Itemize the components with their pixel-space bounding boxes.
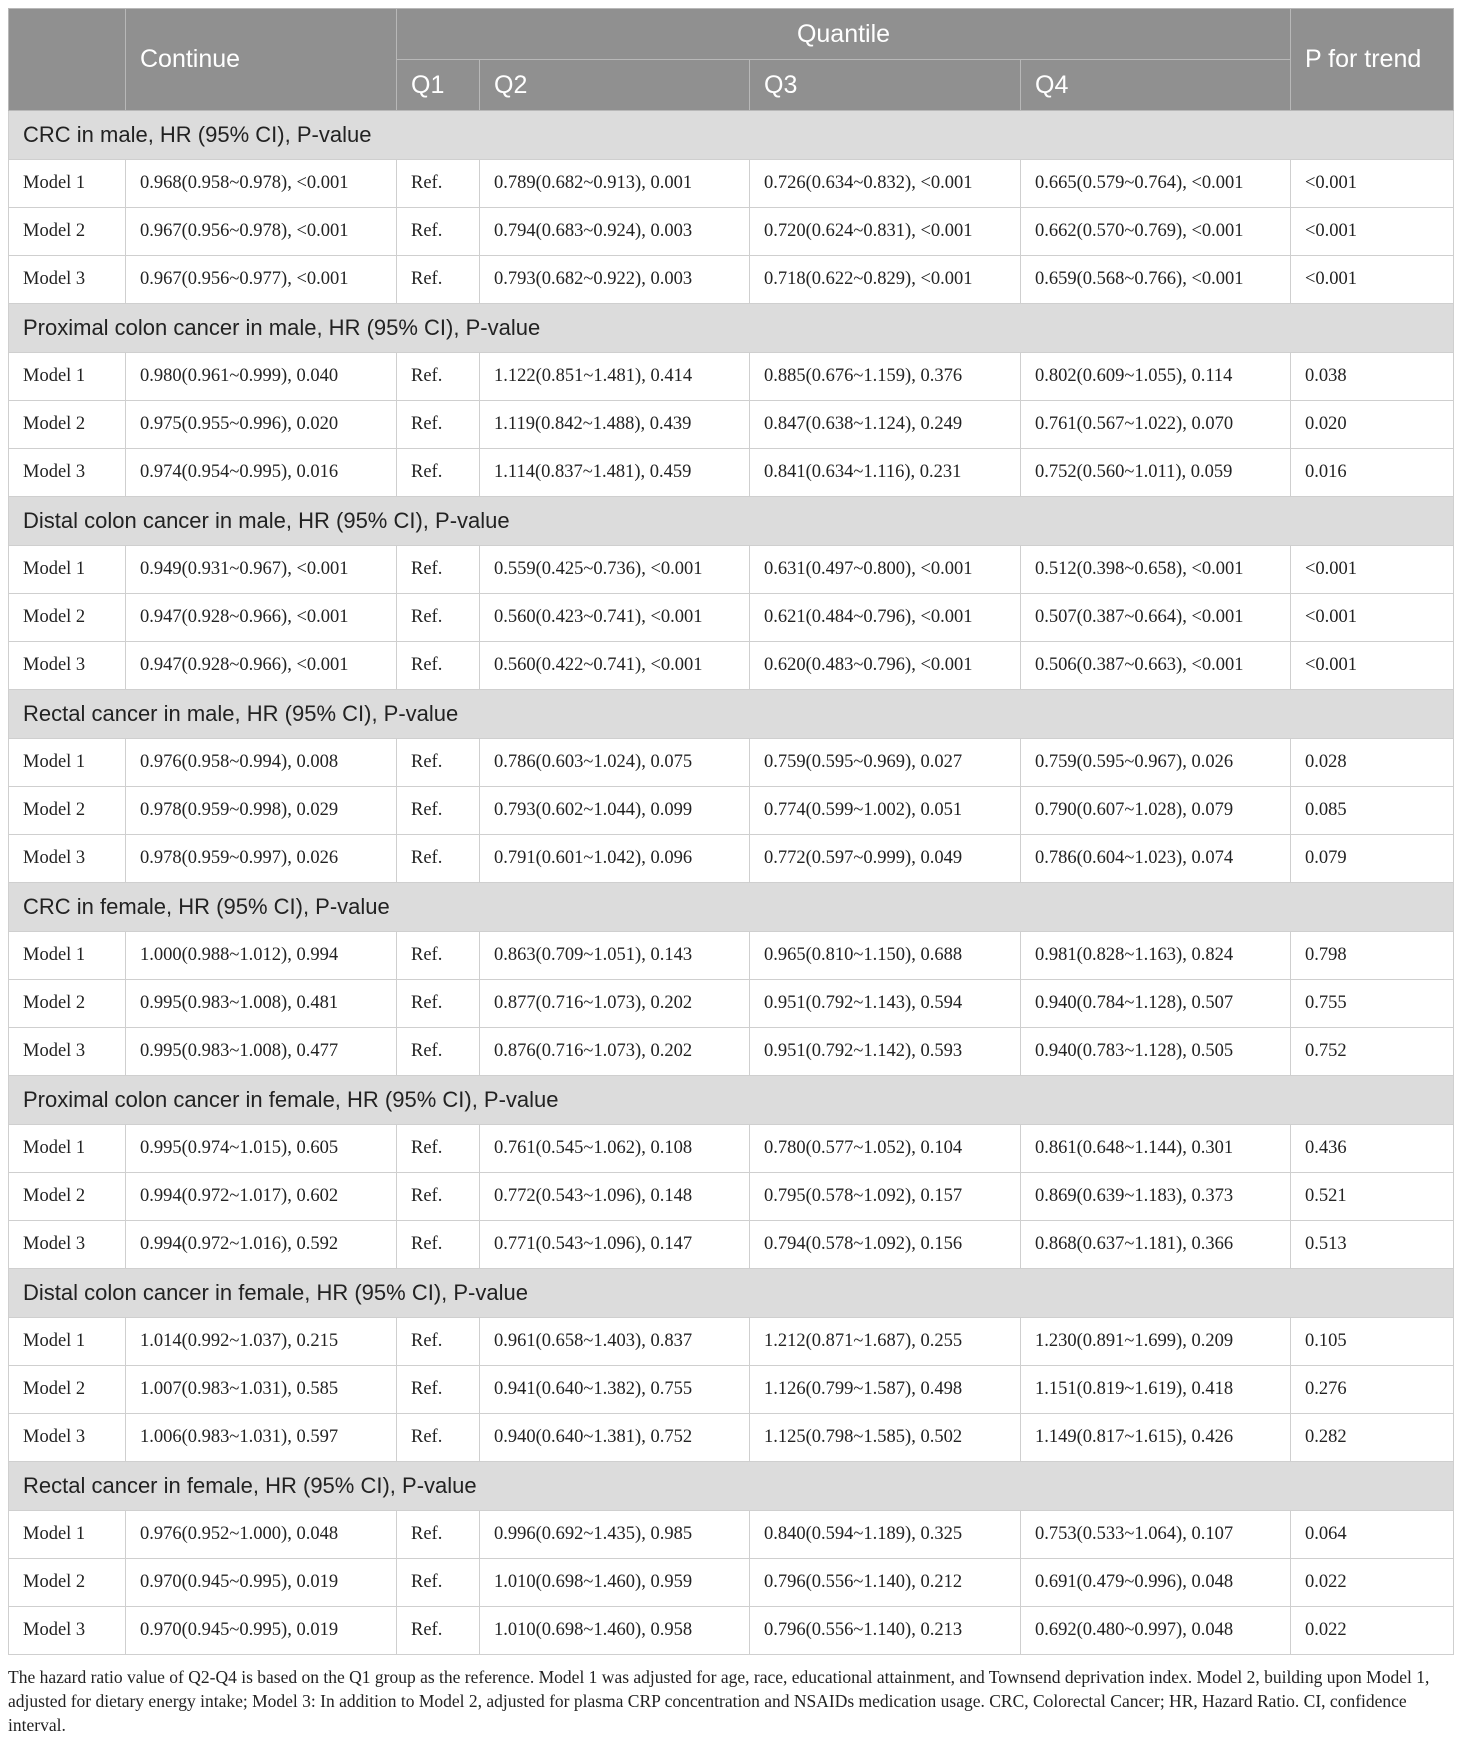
model-label-cell: Model 3 (9, 256, 126, 304)
q2-cell: 0.786(0.603~1.024), 0.075 (480, 739, 750, 787)
q4-cell: 0.507(0.387~0.664), <0.001 (1021, 594, 1291, 642)
table-row (9, 1173, 1454, 1221)
table-row (9, 401, 1454, 449)
q1-cell: Ref. (397, 1125, 480, 1173)
p-for-trend-cell: 0.276 (1291, 1366, 1454, 1414)
q2-cell: 1.122(0.851~1.481), 0.414 (480, 353, 750, 401)
continue-cell: 0.976(0.952~1.000), 0.048 (126, 1511, 397, 1559)
model-label-cell: Model 1 (9, 932, 126, 980)
p-for-trend-cell: <0.001 (1291, 546, 1454, 594)
q4-cell: 0.790(0.607~1.028), 0.079 (1021, 787, 1291, 835)
model-label-cell: Model 1 (9, 160, 126, 208)
model-label-cell: Model 3 (9, 835, 126, 883)
q3-cell: 0.796(0.556~1.140), 0.212 (750, 1559, 1021, 1607)
q4-cell: 1.230(0.891~1.699), 0.209 (1021, 1318, 1291, 1366)
header-blank (9, 9, 126, 111)
q1-cell: Ref. (397, 1607, 480, 1655)
model-label-cell: Model 3 (9, 1414, 126, 1462)
model-label-cell: Model 1 (9, 1318, 126, 1366)
q2-cell: 0.941(0.640~1.382), 0.755 (480, 1366, 750, 1414)
q1-cell: Ref. (397, 1414, 480, 1462)
model-label-cell: Model 2 (9, 208, 126, 256)
table-row (9, 1125, 1454, 1173)
q3-cell: 0.759(0.595~0.969), 0.027 (750, 739, 1021, 787)
p-for-trend-cell: 0.513 (1291, 1221, 1454, 1269)
table-row (9, 787, 1454, 835)
model-label-cell: Model 2 (9, 980, 126, 1028)
q2-cell: 0.877(0.716~1.073), 0.202 (480, 980, 750, 1028)
q2-cell: 0.793(0.682~0.922), 0.003 (480, 256, 750, 304)
q4-cell: 0.506(0.387~0.663), <0.001 (1021, 642, 1291, 690)
q1-cell: Ref. (397, 980, 480, 1028)
q3-cell: 0.620(0.483~0.796), <0.001 (750, 642, 1021, 690)
q3-cell: 0.794(0.578~1.092), 0.156 (750, 1221, 1021, 1269)
p-for-trend-cell: 0.755 (1291, 980, 1454, 1028)
q1-cell: Ref. (397, 401, 480, 449)
q3-cell: 1.125(0.798~1.585), 0.502 (750, 1414, 1021, 1462)
section-header-row (9, 1462, 1454, 1511)
q1-cell: Ref. (397, 546, 480, 594)
q2-cell: 0.876(0.716~1.073), 0.202 (480, 1028, 750, 1076)
q1-cell: Ref. (397, 353, 480, 401)
q4-cell: 0.861(0.648~1.144), 0.301 (1021, 1125, 1291, 1173)
q1-cell: Ref. (397, 1221, 480, 1269)
model-label-cell: Model 2 (9, 594, 126, 642)
header-q1: Q1 (397, 60, 480, 111)
q2-cell: 0.560(0.423~0.741), <0.001 (480, 594, 750, 642)
q2-cell: 0.560(0.422~0.741), <0.001 (480, 642, 750, 690)
q3-cell: 0.726(0.634~0.832), <0.001 (750, 160, 1021, 208)
model-label-cell: Model 2 (9, 1366, 126, 1414)
section-title: Rectal cancer in female, HR (95% CI), P-value (9, 1462, 1454, 1511)
q2-cell: 0.789(0.682~0.913), 0.001 (480, 160, 750, 208)
q1-cell: Ref. (397, 835, 480, 883)
q3-cell: 0.847(0.638~1.124), 0.249 (750, 401, 1021, 449)
q3-cell: 0.885(0.676~1.159), 0.376 (750, 353, 1021, 401)
continue-cell: 0.994(0.972~1.016), 0.592 (126, 1221, 397, 1269)
p-for-trend-cell: <0.001 (1291, 208, 1454, 256)
q4-cell: 1.151(0.819~1.619), 0.418 (1021, 1366, 1291, 1414)
p-for-trend-cell: <0.001 (1291, 160, 1454, 208)
table-row (9, 256, 1454, 304)
p-for-trend-cell: <0.001 (1291, 642, 1454, 690)
q2-cell: 1.010(0.698~1.460), 0.958 (480, 1607, 750, 1655)
q1-cell: Ref. (397, 1511, 480, 1559)
q2-cell: 0.940(0.640~1.381), 0.752 (480, 1414, 750, 1462)
table-row (9, 160, 1454, 208)
header-quantile: Quantile (397, 9, 1291, 60)
table-header (9, 9, 1454, 111)
q3-cell: 1.126(0.799~1.587), 0.498 (750, 1366, 1021, 1414)
p-for-trend-cell: 0.079 (1291, 835, 1454, 883)
continue-cell: 0.947(0.928~0.966), <0.001 (126, 594, 397, 642)
table-row (9, 208, 1454, 256)
q2-cell: 0.559(0.425~0.736), <0.001 (480, 546, 750, 594)
p-for-trend-cell: 0.022 (1291, 1607, 1454, 1655)
continue-cell: 0.995(0.983~1.008), 0.481 (126, 980, 397, 1028)
p-for-trend-cell: 0.798 (1291, 932, 1454, 980)
p-for-trend-cell: 0.016 (1291, 449, 1454, 497)
section-header-row (9, 690, 1454, 739)
table-row (9, 739, 1454, 787)
header-q4: Q4 (1021, 60, 1291, 111)
hazard-ratio-table (8, 8, 1454, 1655)
q1-cell: Ref. (397, 1173, 480, 1221)
p-for-trend-cell: 0.038 (1291, 353, 1454, 401)
model-label-cell: Model 2 (9, 1559, 126, 1607)
q1-cell: Ref. (397, 1366, 480, 1414)
table-row (9, 642, 1454, 690)
continue-cell: 0.978(0.959~0.997), 0.026 (126, 835, 397, 883)
q3-cell: 0.841(0.634~1.116), 0.231 (750, 449, 1021, 497)
q3-cell: 0.840(0.594~1.189), 0.325 (750, 1511, 1021, 1559)
model-label-cell: Model 3 (9, 1221, 126, 1269)
section-header-row (9, 1076, 1454, 1125)
q3-cell: 0.780(0.577~1.052), 0.104 (750, 1125, 1021, 1173)
continue-cell: 0.994(0.972~1.017), 0.602 (126, 1173, 397, 1221)
section-title: CRC in female, HR (95% CI), P-value (9, 883, 1454, 932)
continue-cell: 1.000(0.988~1.012), 0.994 (126, 932, 397, 980)
q1-cell: Ref. (397, 739, 480, 787)
model-label-cell: Model 1 (9, 353, 126, 401)
section-header-row (9, 1269, 1454, 1318)
model-label-cell: Model 1 (9, 1511, 126, 1559)
q4-cell: 0.512(0.398~0.658), <0.001 (1021, 546, 1291, 594)
continue-cell: 0.967(0.956~0.978), <0.001 (126, 208, 397, 256)
model-label-cell: Model 2 (9, 1173, 126, 1221)
continue-cell: 0.995(0.983~1.008), 0.477 (126, 1028, 397, 1076)
p-for-trend-cell: 0.521 (1291, 1173, 1454, 1221)
q1-cell: Ref. (397, 208, 480, 256)
q2-cell: 0.961(0.658~1.403), 0.837 (480, 1318, 750, 1366)
p-for-trend-cell: 0.020 (1291, 401, 1454, 449)
table-row (9, 835, 1454, 883)
model-label-cell: Model 1 (9, 1125, 126, 1173)
q4-cell: 0.940(0.783~1.128), 0.505 (1021, 1028, 1291, 1076)
model-label-cell: Model 3 (9, 1607, 126, 1655)
section-title: Proximal colon cancer in male, HR (95% CI), P-value (9, 304, 1454, 353)
q1-cell: Ref. (397, 1559, 480, 1607)
q3-cell: 0.965(0.810~1.150), 0.688 (750, 932, 1021, 980)
q4-cell: 0.869(0.639~1.183), 0.373 (1021, 1173, 1291, 1221)
header-p-for-trend: P for trend (1291, 9, 1454, 111)
table-row (9, 1366, 1454, 1414)
continue-cell: 0.995(0.974~1.015), 0.605 (126, 1125, 397, 1173)
continue-cell: 0.970(0.945~0.995), 0.019 (126, 1607, 397, 1655)
section-title: Rectal cancer in male, HR (95% CI), P-value (9, 690, 1454, 739)
continue-cell: 0.980(0.961~0.999), 0.040 (126, 353, 397, 401)
q3-cell: 0.795(0.578~1.092), 0.157 (750, 1173, 1021, 1221)
p-for-trend-cell: 0.085 (1291, 787, 1454, 835)
q1-cell: Ref. (397, 160, 480, 208)
q2-cell: 0.996(0.692~1.435), 0.985 (480, 1511, 750, 1559)
q3-cell: 0.796(0.556~1.140), 0.213 (750, 1607, 1021, 1655)
q1-cell: Ref. (397, 932, 480, 980)
q1-cell: Ref. (397, 787, 480, 835)
q2-cell: 0.791(0.601~1.042), 0.096 (480, 835, 750, 883)
header-q3: Q3 (750, 60, 1021, 111)
table-row (9, 449, 1454, 497)
section-header-row (9, 497, 1454, 546)
q2-cell: 0.794(0.683~0.924), 0.003 (480, 208, 750, 256)
q3-cell: 0.720(0.624~0.831), <0.001 (750, 208, 1021, 256)
q3-cell: 0.621(0.484~0.796), <0.001 (750, 594, 1021, 642)
q1-cell: Ref. (397, 449, 480, 497)
p-for-trend-cell: <0.001 (1291, 256, 1454, 304)
section-title: CRC in male, HR (95% CI), P-value (9, 111, 1454, 160)
p-for-trend-cell: 0.105 (1291, 1318, 1454, 1366)
table-row (9, 546, 1454, 594)
table-row (9, 980, 1454, 1028)
section-header-row (9, 883, 1454, 932)
section-title: Distal colon cancer in male, HR (95% CI), P-value (9, 497, 1454, 546)
continue-cell: 0.970(0.945~0.995), 0.019 (126, 1559, 397, 1607)
section-title: Proximal colon cancer in female, HR (95% CI), P-value (9, 1076, 1454, 1125)
q4-cell: 0.802(0.609~1.055), 0.114 (1021, 353, 1291, 401)
q1-cell: Ref. (397, 1028, 480, 1076)
q2-cell: 1.114(0.837~1.481), 0.459 (480, 449, 750, 497)
continue-cell: 0.976(0.958~0.994), 0.008 (126, 739, 397, 787)
q2-cell: 0.863(0.709~1.051), 0.143 (480, 932, 750, 980)
section-header-row (9, 304, 1454, 353)
table-row (9, 1511, 1454, 1559)
continue-cell: 0.949(0.931~0.967), <0.001 (126, 546, 397, 594)
q4-cell: 0.692(0.480~0.997), 0.048 (1021, 1607, 1291, 1655)
section-header-row (9, 111, 1454, 160)
q3-cell: 0.631(0.497~0.800), <0.001 (750, 546, 1021, 594)
q4-cell: 0.665(0.579~0.764), <0.001 (1021, 160, 1291, 208)
table-row (9, 594, 1454, 642)
p-for-trend-cell: 0.028 (1291, 739, 1454, 787)
table-row (9, 353, 1454, 401)
q4-cell: 1.149(0.817~1.615), 0.426 (1021, 1414, 1291, 1462)
q1-cell: Ref. (397, 256, 480, 304)
p-for-trend-cell: 0.022 (1291, 1559, 1454, 1607)
q1-cell: Ref. (397, 594, 480, 642)
continue-cell: 0.968(0.958~0.978), <0.001 (126, 160, 397, 208)
q3-cell: 0.951(0.792~1.142), 0.593 (750, 1028, 1021, 1076)
header-continue: Continue (126, 9, 397, 111)
table-row (9, 1607, 1454, 1655)
table-container (8, 8, 1453, 1737)
table-row (9, 1028, 1454, 1076)
header-q2: Q2 (480, 60, 750, 111)
p-for-trend-cell: 0.752 (1291, 1028, 1454, 1076)
model-label-cell: Model 2 (9, 787, 126, 835)
model-label-cell: Model 3 (9, 449, 126, 497)
model-label-cell: Model 1 (9, 546, 126, 594)
table-row (9, 1559, 1454, 1607)
q4-cell: 0.981(0.828~1.163), 0.824 (1021, 932, 1291, 980)
model-label-cell: Model 2 (9, 401, 126, 449)
continue-cell: 0.978(0.959~0.998), 0.029 (126, 787, 397, 835)
continue-cell: 0.947(0.928~0.966), <0.001 (126, 642, 397, 690)
q2-cell: 1.010(0.698~1.460), 0.959 (480, 1559, 750, 1607)
p-for-trend-cell: 0.064 (1291, 1511, 1454, 1559)
model-label-cell: Model 3 (9, 642, 126, 690)
q3-cell: 0.951(0.792~1.143), 0.594 (750, 980, 1021, 1028)
table-row (9, 932, 1454, 980)
q2-cell: 0.793(0.602~1.044), 0.099 (480, 787, 750, 835)
table-row (9, 1318, 1454, 1366)
table-footnote: The hazard ratio value of Q2-Q4 is based on the Q1 group as the reference. Model 1 was adjusted for age, race, educational attainment, and Townsend deprivation index. Model 2, building upon Model 1, adjusted for dietary energy intake; Model 3: In addition to Model 2, adjusted for plasma CRP concentration and NSAIDs medication usage. CRC, Colorectal Cancer; HR, Hazard Ratio. CI, confidence interval. (8, 1667, 1430, 1735)
q4-cell: 0.868(0.637~1.181), 0.366 (1021, 1221, 1291, 1269)
q3-cell: 0.772(0.597~0.999), 0.049 (750, 835, 1021, 883)
q3-cell: 0.718(0.622~0.829), <0.001 (750, 256, 1021, 304)
q1-cell: Ref. (397, 642, 480, 690)
q2-cell: 0.772(0.543~1.096), 0.148 (480, 1173, 750, 1221)
q3-cell: 0.774(0.599~1.002), 0.051 (750, 787, 1021, 835)
q2-cell: 0.761(0.545~1.062), 0.108 (480, 1125, 750, 1173)
p-for-trend-cell: <0.001 (1291, 594, 1454, 642)
continue-cell: 0.975(0.955~0.996), 0.020 (126, 401, 397, 449)
q4-cell: 0.786(0.604~1.023), 0.074 (1021, 835, 1291, 883)
q4-cell: 0.759(0.595~0.967), 0.026 (1021, 739, 1291, 787)
q4-cell: 0.753(0.533~1.064), 0.107 (1021, 1511, 1291, 1559)
q2-cell: 1.119(0.842~1.488), 0.439 (480, 401, 750, 449)
q4-cell: 0.662(0.570~0.769), <0.001 (1021, 208, 1291, 256)
q4-cell: 0.761(0.567~1.022), 0.070 (1021, 401, 1291, 449)
section-title: Distal colon cancer in female, HR (95% CI), P-value (9, 1269, 1454, 1318)
continue-cell: 0.974(0.954~0.995), 0.016 (126, 449, 397, 497)
q4-cell: 0.659(0.568~0.766), <0.001 (1021, 256, 1291, 304)
table-body (9, 111, 1454, 1655)
model-label-cell: Model 1 (9, 739, 126, 787)
p-for-trend-cell: 0.436 (1291, 1125, 1454, 1173)
continue-cell: 1.014(0.992~1.037), 0.215 (126, 1318, 397, 1366)
model-label-cell: Model 3 (9, 1028, 126, 1076)
table-row (9, 1414, 1454, 1462)
table-row (9, 1221, 1454, 1269)
p-for-trend-cell: 0.282 (1291, 1414, 1454, 1462)
q2-cell: 0.771(0.543~1.096), 0.147 (480, 1221, 750, 1269)
q4-cell: 0.752(0.560~1.011), 0.059 (1021, 449, 1291, 497)
continue-cell: 1.006(0.983~1.031), 0.597 (126, 1414, 397, 1462)
continue-cell: 0.967(0.956~0.977), <0.001 (126, 256, 397, 304)
q4-cell: 0.940(0.784~1.128), 0.507 (1021, 980, 1291, 1028)
q3-cell: 1.212(0.871~1.687), 0.255 (750, 1318, 1021, 1366)
continue-cell: 1.007(0.983~1.031), 0.585 (126, 1366, 397, 1414)
q1-cell: Ref. (397, 1318, 480, 1366)
q4-cell: 0.691(0.479~0.996), 0.048 (1021, 1559, 1291, 1607)
